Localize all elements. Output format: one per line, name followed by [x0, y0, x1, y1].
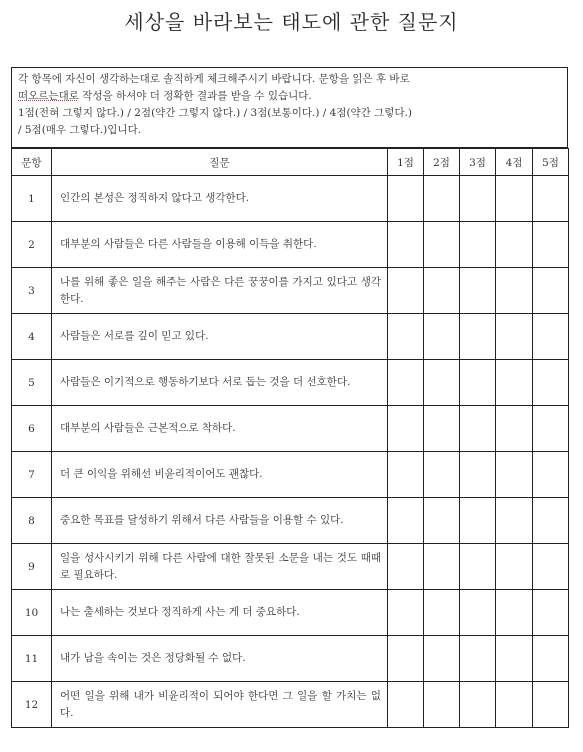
header-score-5: 5점	[533, 149, 569, 176]
score-2-cell[interactable]	[424, 682, 460, 728]
score-1-cell[interactable]	[388, 452, 424, 498]
score-2-cell[interactable]	[424, 360, 460, 406]
page-title: 세상을 바라보는 태도에 관한 질문지	[124, 10, 459, 34]
score-5-cell[interactable]	[533, 176, 569, 222]
score-3-cell[interactable]	[460, 682, 496, 728]
table-row	[12, 314, 569, 360]
table-header-row	[12, 149, 569, 176]
score-4-cell[interactable]	[496, 498, 533, 544]
item-number: 2	[12, 222, 52, 268]
score-5-cell[interactable]	[533, 636, 569, 682]
score-1-cell[interactable]	[388, 590, 424, 636]
instructions-line-3: 1점(전혀 그렇지 않다.) / 2점(약간 그렇지 않다.) / 3점(보통이다.) / 4점(약간 그렇다.)	[18, 107, 413, 119]
header-score-3: 3점	[460, 149, 496, 176]
table-row	[12, 544, 569, 590]
score-2-cell[interactable]	[424, 636, 460, 682]
score-3-cell[interactable]	[460, 268, 496, 314]
instructions-box	[11, 67, 568, 148]
table-row	[12, 268, 569, 314]
score-3-cell[interactable]	[460, 314, 496, 360]
question-text: 사람들은 이기적으로 행동하기보다 서로 돕는 것을 더 선호한다.	[52, 360, 388, 406]
score-2-cell[interactable]	[424, 268, 460, 314]
question-text: 어떤 일을 위해 내가 비윤리적이 되어야 한다면 그 일을 할 가치는 없다.	[52, 682, 388, 728]
score-1-cell[interactable]	[388, 636, 424, 682]
score-4-cell[interactable]	[496, 452, 533, 498]
instructions-line-2	[18, 88, 561, 105]
item-number: 3	[12, 268, 52, 314]
score-5-cell[interactable]	[533, 452, 569, 498]
instructions-line-2-rest: 작성을 하셔야 더 정확한 결과를 받을 수 있습니다.	[78, 90, 312, 102]
score-5-cell[interactable]	[533, 360, 569, 406]
instructions-underlined-word: 떠오르는대로	[18, 90, 79, 102]
item-number: 5	[12, 360, 52, 406]
score-3-cell[interactable]	[460, 176, 496, 222]
score-2-cell[interactable]	[424, 544, 460, 590]
item-number: 6	[12, 406, 52, 452]
score-2-cell[interactable]	[424, 222, 460, 268]
table-row	[12, 590, 569, 636]
score-1-cell[interactable]	[388, 222, 424, 268]
item-number: 7	[12, 452, 52, 498]
score-2-cell[interactable]	[424, 590, 460, 636]
score-5-cell[interactable]	[533, 590, 569, 636]
score-3-cell[interactable]	[460, 590, 496, 636]
score-3-cell[interactable]	[460, 360, 496, 406]
score-5-cell[interactable]	[533, 314, 569, 360]
score-2-cell[interactable]	[424, 176, 460, 222]
score-5-cell[interactable]	[533, 268, 569, 314]
score-3-cell[interactable]	[460, 636, 496, 682]
score-5-cell[interactable]	[533, 544, 569, 590]
item-number: 4	[12, 314, 52, 360]
question-text: 대부분의 사람들은 다른 사람들을 이용해 이득을 취한다.	[52, 222, 388, 268]
question-text: 일을 성사시키기 위해 다른 사람에 대한 잘못된 소문을 내는 것도 때때로 필요하다.	[52, 544, 388, 590]
question-text: 내가 남을 속이는 것은 정당화될 수 없다.	[52, 636, 388, 682]
score-1-cell[interactable]	[388, 406, 424, 452]
header-item-number: 문항	[12, 149, 52, 176]
header-score-4: 4점	[496, 149, 533, 176]
item-number: 10	[12, 590, 52, 636]
table-row	[12, 636, 569, 682]
question-text: 나는 출세하는 것보다 정직하게 사는 게 더 중요하다.	[52, 590, 388, 636]
score-1-cell[interactable]	[388, 498, 424, 544]
score-4-cell[interactable]	[496, 314, 533, 360]
score-1-cell[interactable]	[388, 314, 424, 360]
item-number: 9	[12, 544, 52, 590]
score-3-cell[interactable]	[460, 498, 496, 544]
score-1-cell[interactable]	[388, 176, 424, 222]
item-number: 12	[12, 682, 52, 728]
score-1-cell[interactable]	[388, 268, 424, 314]
score-4-cell[interactable]	[496, 176, 533, 222]
score-1-cell[interactable]	[388, 544, 424, 590]
score-1-cell[interactable]	[388, 682, 424, 728]
score-3-cell[interactable]	[460, 222, 496, 268]
question-text: 대부분의 사람들은 근본적으로 착하다.	[52, 406, 388, 452]
table-row	[12, 222, 569, 268]
instructions-line-1: 각 항목에 자신이 생각하는대로 솔직하게 체크해주시기 바랍니다. 문항을 읽은 후 바로	[18, 73, 410, 85]
item-number: 8	[12, 498, 52, 544]
score-5-cell[interactable]	[533, 498, 569, 544]
score-2-cell[interactable]	[424, 498, 460, 544]
instructions-line-4: / 5점(매우 그렇다.)입니다.	[18, 124, 142, 136]
score-1-cell[interactable]	[388, 360, 424, 406]
score-4-cell[interactable]	[496, 636, 533, 682]
question-text: 인간의 본성은 정직하지 않다고 생각한다.	[52, 176, 388, 222]
table-row	[12, 498, 569, 544]
score-3-cell[interactable]	[460, 406, 496, 452]
score-4-cell[interactable]	[496, 268, 533, 314]
score-4-cell[interactable]	[496, 222, 533, 268]
header-score-2: 2점	[424, 149, 460, 176]
score-2-cell[interactable]	[424, 452, 460, 498]
question-text: 사람들은 서로를 깊이 믿고 있다.	[52, 314, 388, 360]
table-row	[12, 360, 569, 406]
score-3-cell[interactable]	[460, 544, 496, 590]
table-row	[12, 176, 569, 222]
table-row	[12, 452, 569, 498]
score-4-cell[interactable]	[496, 544, 533, 590]
score-5-cell[interactable]	[533, 682, 569, 728]
score-4-cell[interactable]	[496, 590, 533, 636]
header-question: 질문	[52, 149, 388, 176]
question-text: 더 큰 이익을 위해선 비윤리적이어도 괜찮다.	[52, 452, 388, 498]
item-number: 1	[12, 176, 52, 222]
item-number: 11	[12, 636, 52, 682]
table-row	[12, 406, 569, 452]
score-5-cell[interactable]	[533, 222, 569, 268]
header-score-1: 1점	[388, 149, 424, 176]
score-5-cell[interactable]	[533, 406, 569, 452]
question-text: 중요한 목표를 달성하기 위해서 다른 사람들을 이용할 수 있다.	[52, 498, 388, 544]
questionnaire-table	[11, 148, 569, 728]
score-4-cell[interactable]	[496, 406, 533, 452]
table-row	[12, 682, 569, 728]
score-2-cell[interactable]	[424, 406, 460, 452]
score-2-cell[interactable]	[424, 314, 460, 360]
score-4-cell[interactable]	[496, 360, 533, 406]
score-3-cell[interactable]	[460, 452, 496, 498]
score-4-cell[interactable]	[496, 682, 533, 728]
question-text: 나를 위해 좋은 일을 해주는 사람은 다른 꿍꿍이를 가지고 있다고 생각한다.	[52, 268, 388, 314]
